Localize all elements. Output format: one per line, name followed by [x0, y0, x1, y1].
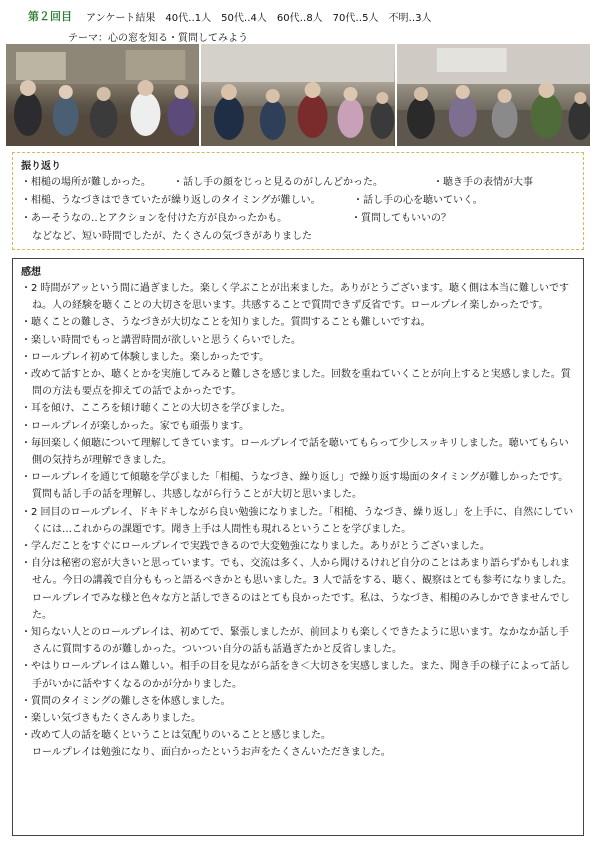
review-item: ・あーそうなの‥とアクションを付けた方が良かったかも。 [21, 213, 288, 224]
survey-results: アンケート結果 40代‥1人 50代‥4人 60代‥8人 70代‥5人 不明‥3人 [86, 12, 432, 24]
review-row-1 [21, 174, 575, 192]
review-item: ・相槌の場所が難しかった。 [21, 177, 151, 188]
theme-text: テーマ：心の窓を知る・質問してみよう [68, 32, 248, 44]
impression-item: ・楽しい気づきもたくさんありました。 [21, 713, 201, 725]
impression-item: ・ロールプレイを通じて傾聴を学びました「相槌、うなづき、繰り返し」で繰り返す場面のタイミングが難しかったです。質問も話し手の話を理解し、共感しながら行うことが大切と思いました。 [21, 472, 569, 501]
photo-2-image [201, 44, 394, 146]
impression-item: ・聴くことの難しさ、うなづきが大切なことを知りました。質問することも難しいですね。 [21, 317, 431, 329]
workshop-photo-3 [397, 44, 590, 146]
impressions-closing: ロールプレイは勉強になり、面白かったというお声をたくさんいただきました。 [32, 747, 391, 759]
survey-line [28, 6, 588, 26]
review-box [12, 152, 584, 250]
review-title: 振り返り [21, 161, 61, 172]
impression-item: ・2 時間がアッという間に過ぎました。楽しく学ぶことが出来ました。ありがとうございます。聴く側は本当に難しいですね。人の経験を聴くことの大切さを思います。共感することで質問できず反省です。ロールプレイ楽しかったです。 [21, 283, 570, 312]
review-row-4 [21, 228, 575, 246]
impression-item: ・2 回目のロールプレイ、ドキドキしながら良い勉強になりました。「相槌、うなづき、繰り返し」を上手に、自然にしていくには…これからの課題です。聞き上手は人間性も現れるということを学びました。 [21, 506, 574, 535]
photo-1-image [6, 44, 199, 146]
photo-strip [6, 44, 590, 146]
impression-item: ・ロールプレイが楽しかった。家でも頑張ります。 [21, 420, 250, 432]
impressions-list [21, 280, 575, 762]
impression-item: ・学んだことをすぐにロールプレイで実践できるので大変勉強になりました。ありがとうございました。 [21, 541, 490, 553]
page-header [28, 6, 588, 46]
workshop-photo-2 [201, 44, 394, 146]
impressions-box [12, 258, 584, 836]
impressions-title: 感想 [21, 267, 41, 278]
review-item: ・質問してもいいの？ [351, 213, 451, 224]
impression-item: ・やはりロールプレイはム難しい。相手の目を見ながら話をき＜大切さを実感しました。また、聞き手の様子によって話し手がいかに話やすくなるのかが分かりました。 [21, 661, 570, 690]
workshop-photo-1 [6, 44, 199, 146]
round-label: 第２回目 [28, 10, 72, 23]
review-row-3 [21, 210, 575, 228]
review-item: ・話し手の顔をじっと見るのがしんどかった。 [173, 177, 383, 188]
review-row-2 [21, 192, 575, 210]
review-item: ・話し手の心を聴いていく。 [353, 195, 483, 206]
photo-3-image [397, 44, 590, 146]
impression-item: ・ロールプレイ初めて体験しました。楽しかったです。 [21, 351, 270, 363]
theme-line [28, 26, 588, 46]
impression-item: ・楽しい時間でもっと講習時間が欲しいと思うくらいでした。 [21, 334, 301, 346]
review-item: ・相槌、うなづきはできていたが繰り返しのタイミングが難しい。 [21, 195, 321, 206]
impression-item: ・質問のタイミングの難しさを体感しました。 [21, 695, 231, 707]
review-summary: などなど、短い時間でしたが、たくさんの気づきがありました [32, 231, 312, 242]
impression-item: ・改めて話すとか、聴くとかを実施してみると難しさを感じました。回数を重ねていくことが向上すると実感しました。質問の方法も要点を抑えての話でよかったです。 [21, 369, 571, 398]
impression-item: ・知らない人とのロールプレイは、初めてで、緊張しましたが、前回よりも楽しくできたように思います。なかなか話し手さんに質問するのが難しかった。ついつい自分の話も話過ぎたかと反省しました。 [21, 627, 569, 656]
review-item: ・聴き手の表情が大事 [433, 177, 533, 188]
impression-item: ・毎回楽しく傾聴について理解してきています。ロールプレイで話を聴いてもらって少しスッキリしました。聴いてもらい側の気持ちが理解できました。 [21, 437, 569, 467]
impression-item: ・自分は秘密の窓が大きいと思っています。でも、交流は多く、人から聞けるけれど自分のことはあまり語らずかもしれません。今日の講義で自分ももっと語るべきかとも思いました。3 人で話をする、聴く、観察はとても参考になりました。ロールプレイでみな様と色々な方と話しできるのはとても良かったです。私は、うなづき、相槌のみしかできませんでした。 [21, 558, 572, 621]
impression-item: ・耳を傾け、こころを傾け聴くことの大切さを学びました。 [21, 403, 291, 415]
impression-item: ・改めて人の話を聴くということは気配りのいることと感じました。 [21, 730, 331, 742]
